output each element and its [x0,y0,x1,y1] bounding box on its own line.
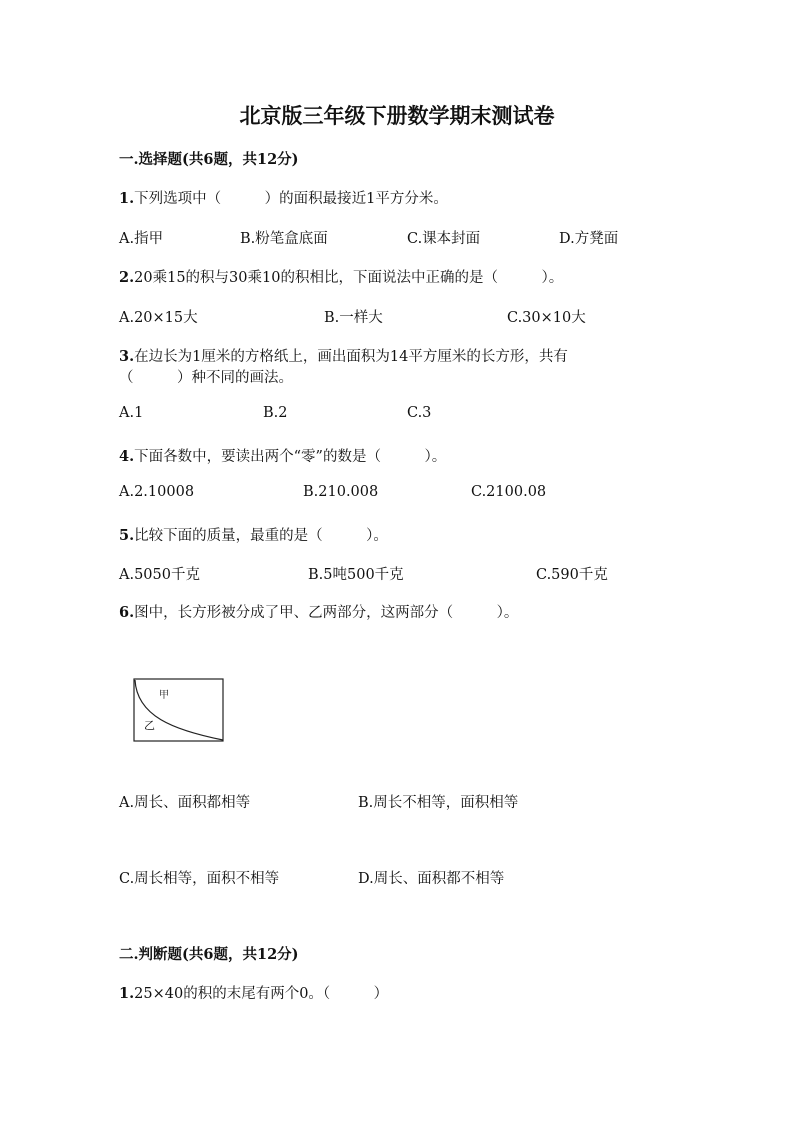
option-a[interactable]: A.20×15大 [119,310,198,326]
option-d[interactable]: D.周长、面积都不相等 [358,871,505,887]
option-d[interactable]: D.方凳面 [559,231,619,247]
section-heading-choice: 一.选择题(共6题，共12分) [119,151,299,168]
question-2 [119,266,563,287]
judgment-question-1 [119,982,388,1003]
option-b[interactable]: B.2 [263,405,288,421]
section-heading-judgment: 二.判断题(共6题，共12分) [119,946,299,963]
page-title: 北京版三年级下册数学期末测试卷 [239,103,555,128]
question-number: 2. [119,269,135,286]
question-number: 3. [119,348,135,365]
question-6 [119,601,518,622]
option-a[interactable]: A.周长、面积都相等 [119,795,251,811]
question-number: 1. [119,985,135,1002]
question-text: 下列选项中（ ）的面积最接近1平方分米。 [134,191,448,207]
region-label-jia: 甲 [159,690,169,701]
question-text-line-1: 在边长为1厘米的方格纸上，画出面积为14平方厘米的长方形，共有 [134,349,568,365]
option-c[interactable]: C.2100.08 [471,484,547,500]
question-4 [119,445,446,466]
option-c[interactable]: C.课本封面 [407,231,481,247]
question-text: 20乘15的积与30乘10的积相比，下面说法中正确的是（ ）。 [134,270,564,286]
option-b[interactable]: B.210.008 [303,484,379,500]
option-b[interactable]: B.粉笔盒底面 [240,231,328,247]
option-b[interactable]: B.周长不相等，面积相等 [358,795,519,811]
question-text-line-2: （ ）种不同的画法。 [119,370,293,386]
option-b[interactable]: B.一样大 [324,310,383,326]
option-a[interactable]: A.5050千克 [119,567,200,583]
question-5 [119,524,388,545]
option-a[interactable]: A.1 [119,405,144,421]
option-c[interactable]: C.30×10大 [507,310,586,326]
rectangle-figure [133,678,225,743]
question-1 [119,187,448,208]
option-a[interactable]: A.2.10008 [119,484,195,500]
question-text: 25×40的积的末尾有两个0。（ ） [134,986,389,1002]
question-number: 6. [119,604,135,621]
option-c[interactable]: C.590千克 [536,567,608,583]
question-number: 5. [119,527,135,544]
question-3 [119,345,568,366]
question-text: 图中，长方形被分成了甲、乙两部分，这两部分（ ）。 [134,605,519,621]
option-c[interactable]: C.3 [407,405,432,421]
rectangle-diagram [133,678,225,743]
region-label-yi: 乙 [144,719,155,732]
option-c[interactable]: C.周长相等，面积不相等 [119,871,280,887]
question-number: 1. [119,190,135,207]
question-text: 下面各数中，要读出两个“零”的数是（ ）。 [134,449,447,465]
option-b[interactable]: B.5吨500千克 [308,567,404,583]
question-text: 比较下面的质量，最重的是（ ）。 [134,528,388,544]
question-number: 4. [119,448,135,465]
option-a[interactable]: A.指甲 [119,231,164,247]
